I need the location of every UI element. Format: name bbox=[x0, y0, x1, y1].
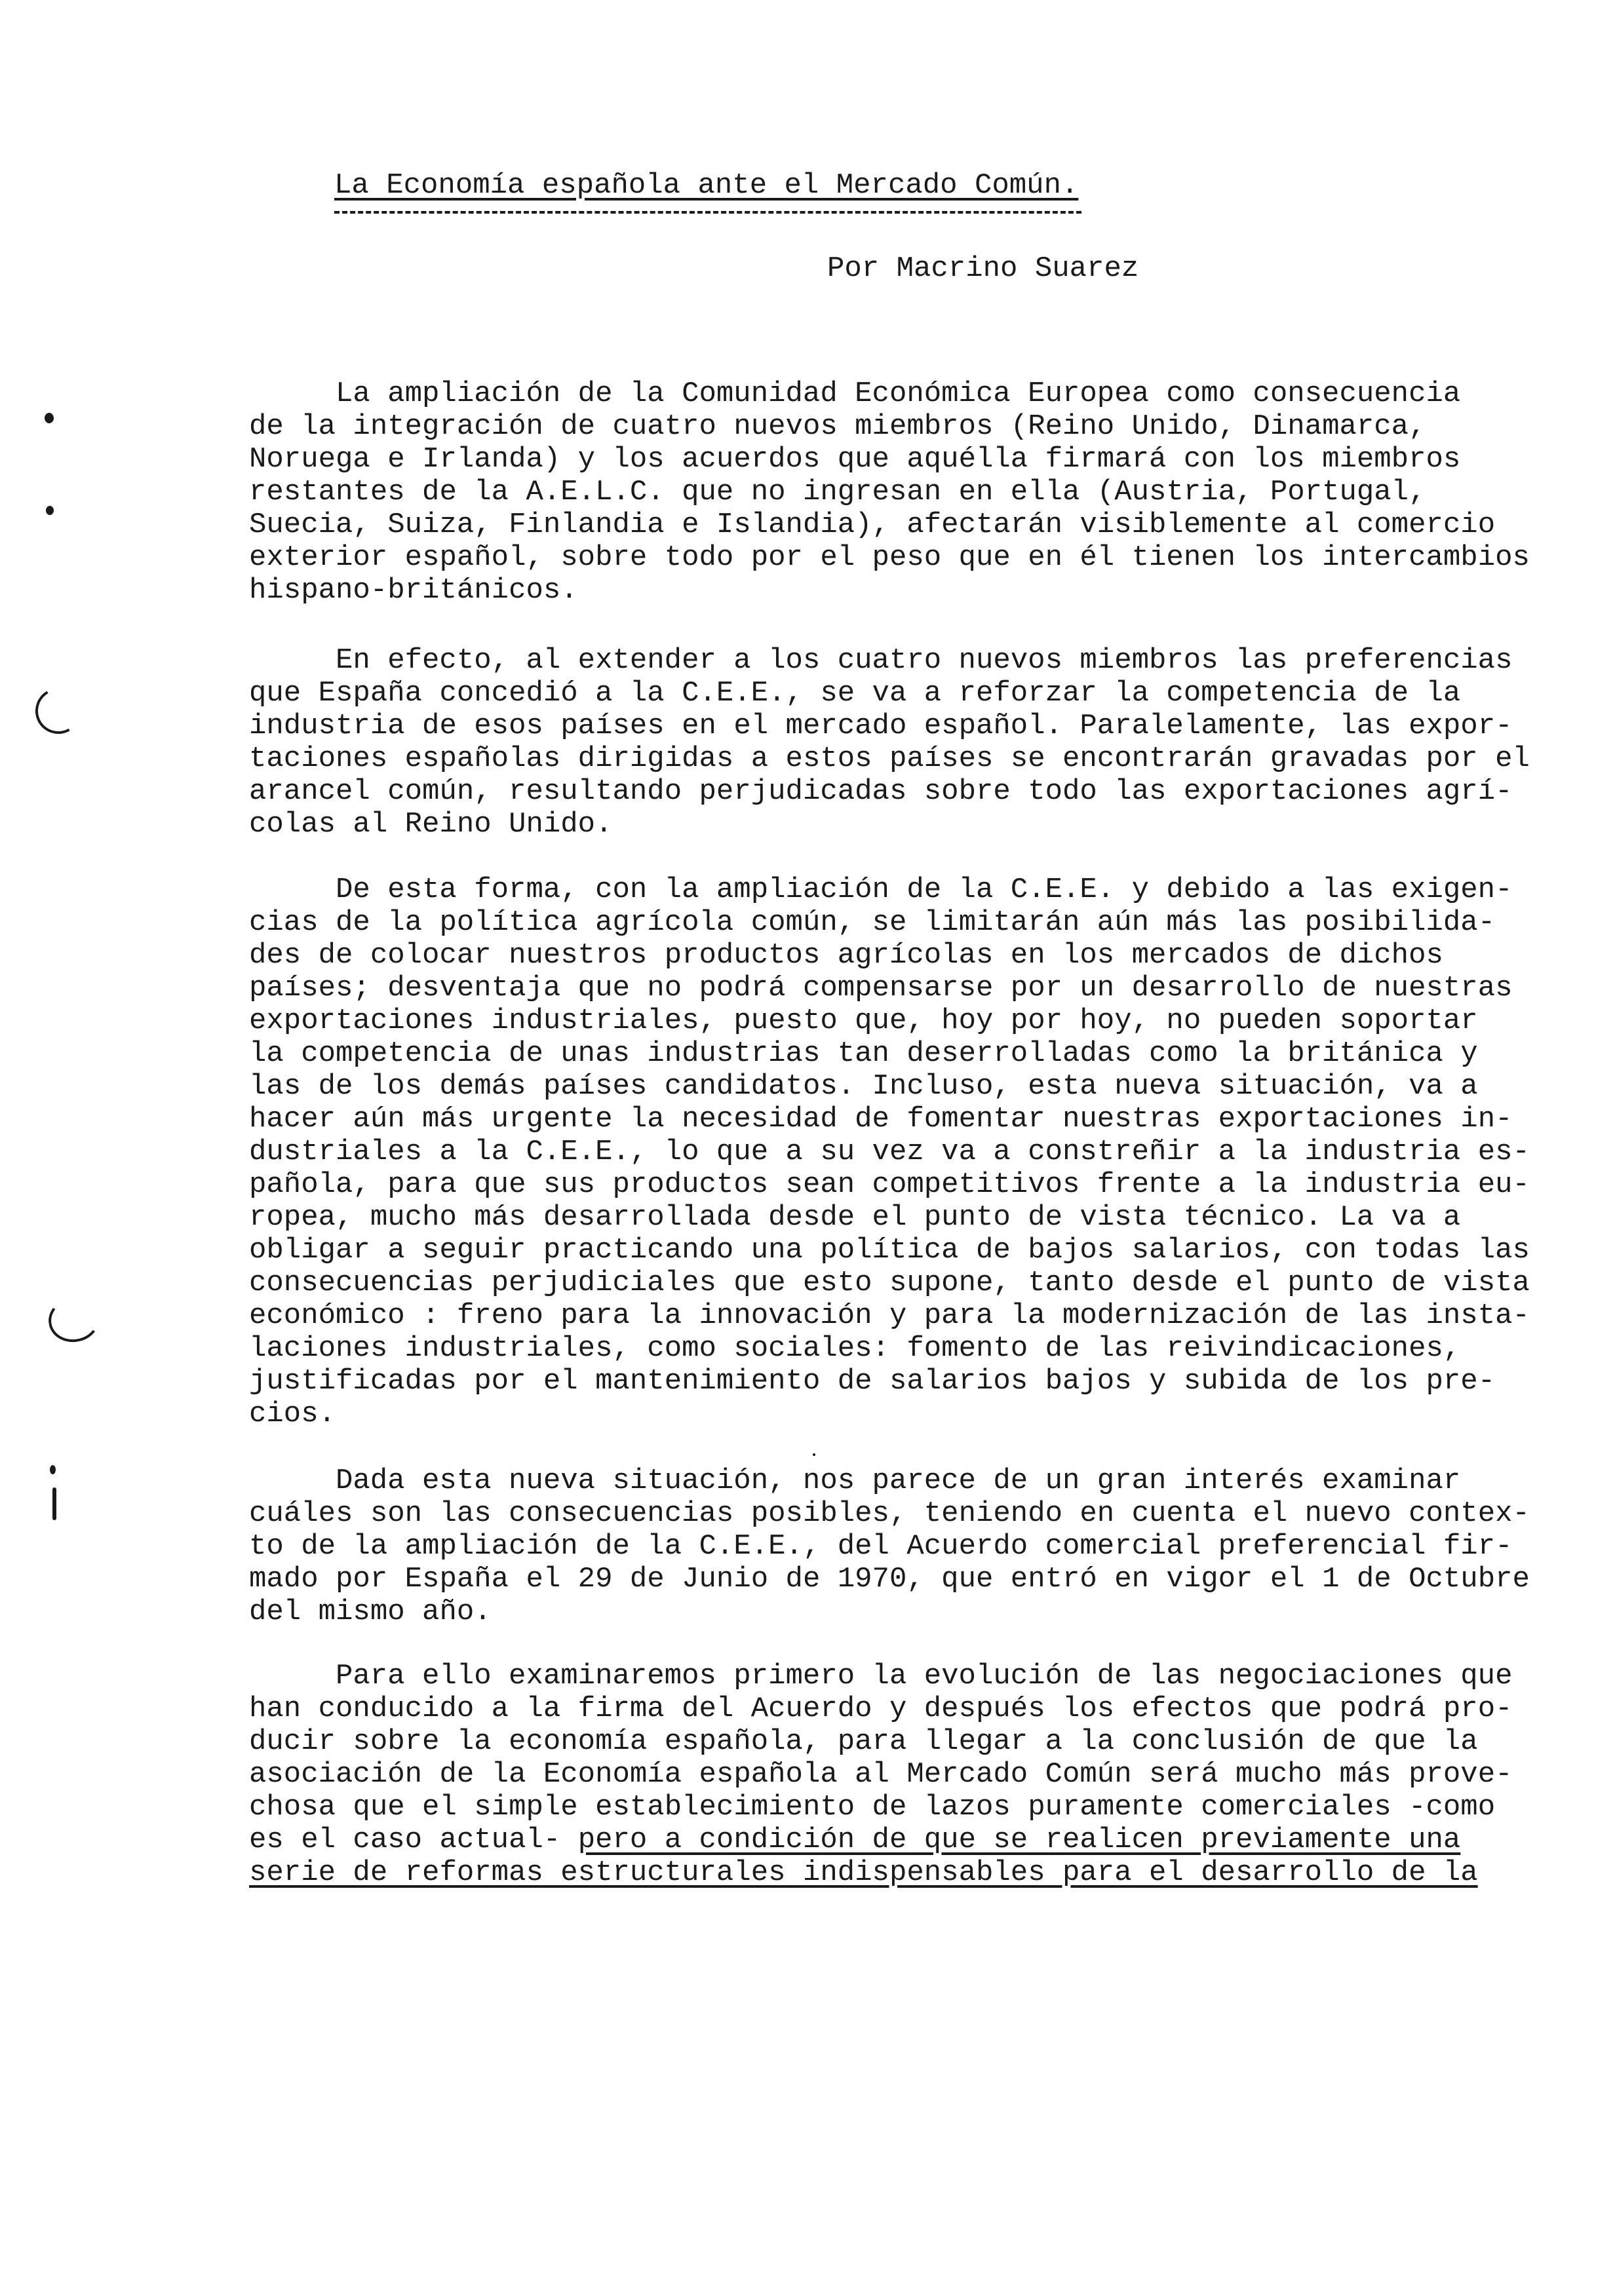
paragraph-line: colas al Reino Unido. bbox=[249, 808, 613, 841]
paragraph-line: En efecto, al extender a los cuatro nuevos miembros las preferencias bbox=[336, 644, 1513, 677]
paragraph-line: Dada esta nueva situación, nos parece de un gran interés examinar bbox=[336, 1464, 1461, 1497]
margin-speck bbox=[50, 1465, 56, 1474]
paragraph-line: laciones industriales, como sociales: fomento de las reivindicaciones, bbox=[249, 1332, 1461, 1365]
author-byline: Por Macrino Suarez bbox=[827, 252, 1139, 285]
paragraph-5 bbox=[249, 1660, 1573, 1889]
margin-speck bbox=[45, 413, 54, 423]
margin-binding-mark bbox=[45, 1293, 104, 1347]
paragraph-line: las de los demás países candidatos. Incluso, esta nueva situación, va a bbox=[249, 1070, 1478, 1103]
paragraph-line: asociación de la Economía española al Mercado Común será mucho más prove- bbox=[249, 1758, 1513, 1791]
paragraph-line: justificadas por el mantenimiento de salarios bajos y subida de los pre- bbox=[249, 1365, 1496, 1398]
paragraph-line: países; desventaja que no podrá compensarse por un desarrollo de nuestras bbox=[249, 972, 1513, 1004]
paragraph-line: Suecia, Suiza, Finlandia e Islandia), afectarán visiblemente al comercio bbox=[249, 508, 1496, 541]
paragraph-line: Noruega e Irlanda) y los acuerdos que aquélla firmará con los miembros bbox=[249, 443, 1461, 476]
paragraph-line: mado por España el 29 de Junio de 1970, que entró en vigor el 1 de Octubre bbox=[249, 1563, 1530, 1596]
paragraph-line: han conducido a la firma del Acuerdo y después los efectos que podrá pro- bbox=[249, 1693, 1513, 1725]
underlined-line: serie de reformas estructurales indispensables para el desarrollo de la bbox=[249, 1856, 1478, 1889]
plain-text-segment: es el caso actual- bbox=[249, 1824, 578, 1856]
document-title: La Economía española ante el Mercado Común. bbox=[334, 169, 1079, 202]
paragraph-line: des de colocar nuestros productos agrícolas en los mercados de dichos bbox=[249, 939, 1443, 972]
paragraph-line: restantes de la A.E.L.C. que no ingresan en ella (Austria, Portugal, bbox=[249, 476, 1426, 508]
paragraph-line: ducir sobre la economía española, para llegar a la conclusión de que la bbox=[249, 1725, 1478, 1758]
paragraph-line: Para ello examinaremos primero la evolución de las negociaciones que bbox=[336, 1660, 1513, 1693]
paragraph-line: exportaciones industriales, puesto que, hoy por hoy, no pueden soportar bbox=[249, 1004, 1478, 1037]
paragraph-line-mixed bbox=[249, 1824, 1573, 1856]
paragraph-line: to de la ampliación de la C.E.E., del Acuerdo comercial preferencial fir- bbox=[249, 1530, 1513, 1563]
paragraph-line: dustriales a la C.E.E., lo que a su vez va a constreñir a la industria es- bbox=[249, 1136, 1530, 1168]
paragraph-line: hacer aún más urgente la necesidad de fomentar nuestras exportaciones in- bbox=[249, 1103, 1513, 1136]
paragraph-line: industria de esos países en el mercado español. Paralelamente, las expor- bbox=[249, 710, 1513, 742]
paragraph-line: la competencia de unas industrias tan deserrolladas como la británica y bbox=[249, 1037, 1478, 1070]
margin-speck bbox=[52, 1487, 56, 1520]
paragraph-3 bbox=[249, 873, 1573, 1430]
paragraph-line: obligar a seguir practicando una política de bajos salarios, con todas las bbox=[249, 1234, 1530, 1267]
margin-speck bbox=[813, 1453, 815, 1456]
paragraph-4 bbox=[249, 1464, 1573, 1628]
paragraph-line: cios. bbox=[249, 1398, 336, 1430]
paragraph-line: hispano-británicos. bbox=[249, 574, 578, 607]
paragraph-line: del mismo año. bbox=[249, 1596, 492, 1628]
paragraph-1 bbox=[249, 377, 1573, 607]
paragraph-line: de la integración de cuatro nuevos miembros (Reino Unido, Dinamarca, bbox=[249, 410, 1426, 443]
paragraph-line: chosa que el simple establecimiento de lazos puramente comerciales -como bbox=[249, 1791, 1496, 1824]
title-dashed-rule bbox=[334, 211, 1081, 214]
paragraph-line: pañola, para que sus productos sean competitivos frente a la industria eu- bbox=[249, 1168, 1530, 1201]
margin-binding-mark bbox=[30, 683, 87, 739]
paragraph-line: taciones españolas dirigidas a estos países se encontrarán gravadas por el bbox=[249, 742, 1530, 775]
paragraph-line: ropea, mucho más desarrollada desde el punto de vista técnico. La va a bbox=[249, 1201, 1461, 1234]
paragraph-line: cuáles son las consecuencias posibles, teniendo en cuenta el nuevo contex- bbox=[249, 1497, 1530, 1530]
paragraph-2 bbox=[249, 644, 1573, 841]
paragraph-line: consecuencias perjudiciales que esto supone, tanto desde el punto de vista bbox=[249, 1267, 1530, 1299]
paragraph-line: cias de la política agrícola común, se limitarán aún más las posibilida- bbox=[249, 906, 1496, 939]
paragraph-line: De esta forma, con la ampliación de la C.E.E. y debido a las exigen- bbox=[336, 873, 1513, 906]
paragraph-line: que España concedió a la C.E.E., se va a reforzar la competencia de la bbox=[249, 677, 1461, 710]
paragraph-line: económico : freno para la innovación y para la modernización de las insta- bbox=[249, 1299, 1530, 1332]
underlined-text-segment: pero a condición de que se realicen previamente una bbox=[577, 1824, 1461, 1856]
paragraph-line: La ampliación de la Comunidad Económica Europea como consecuencia bbox=[336, 377, 1461, 410]
margin-speck bbox=[46, 506, 54, 515]
paragraph-line: exterior español, sobre todo por el peso que en él tienen los intercambios bbox=[249, 541, 1530, 574]
paragraph-line: arancel común, resultando perjudicadas sobre todo las exportaciones agrí- bbox=[249, 775, 1513, 808]
